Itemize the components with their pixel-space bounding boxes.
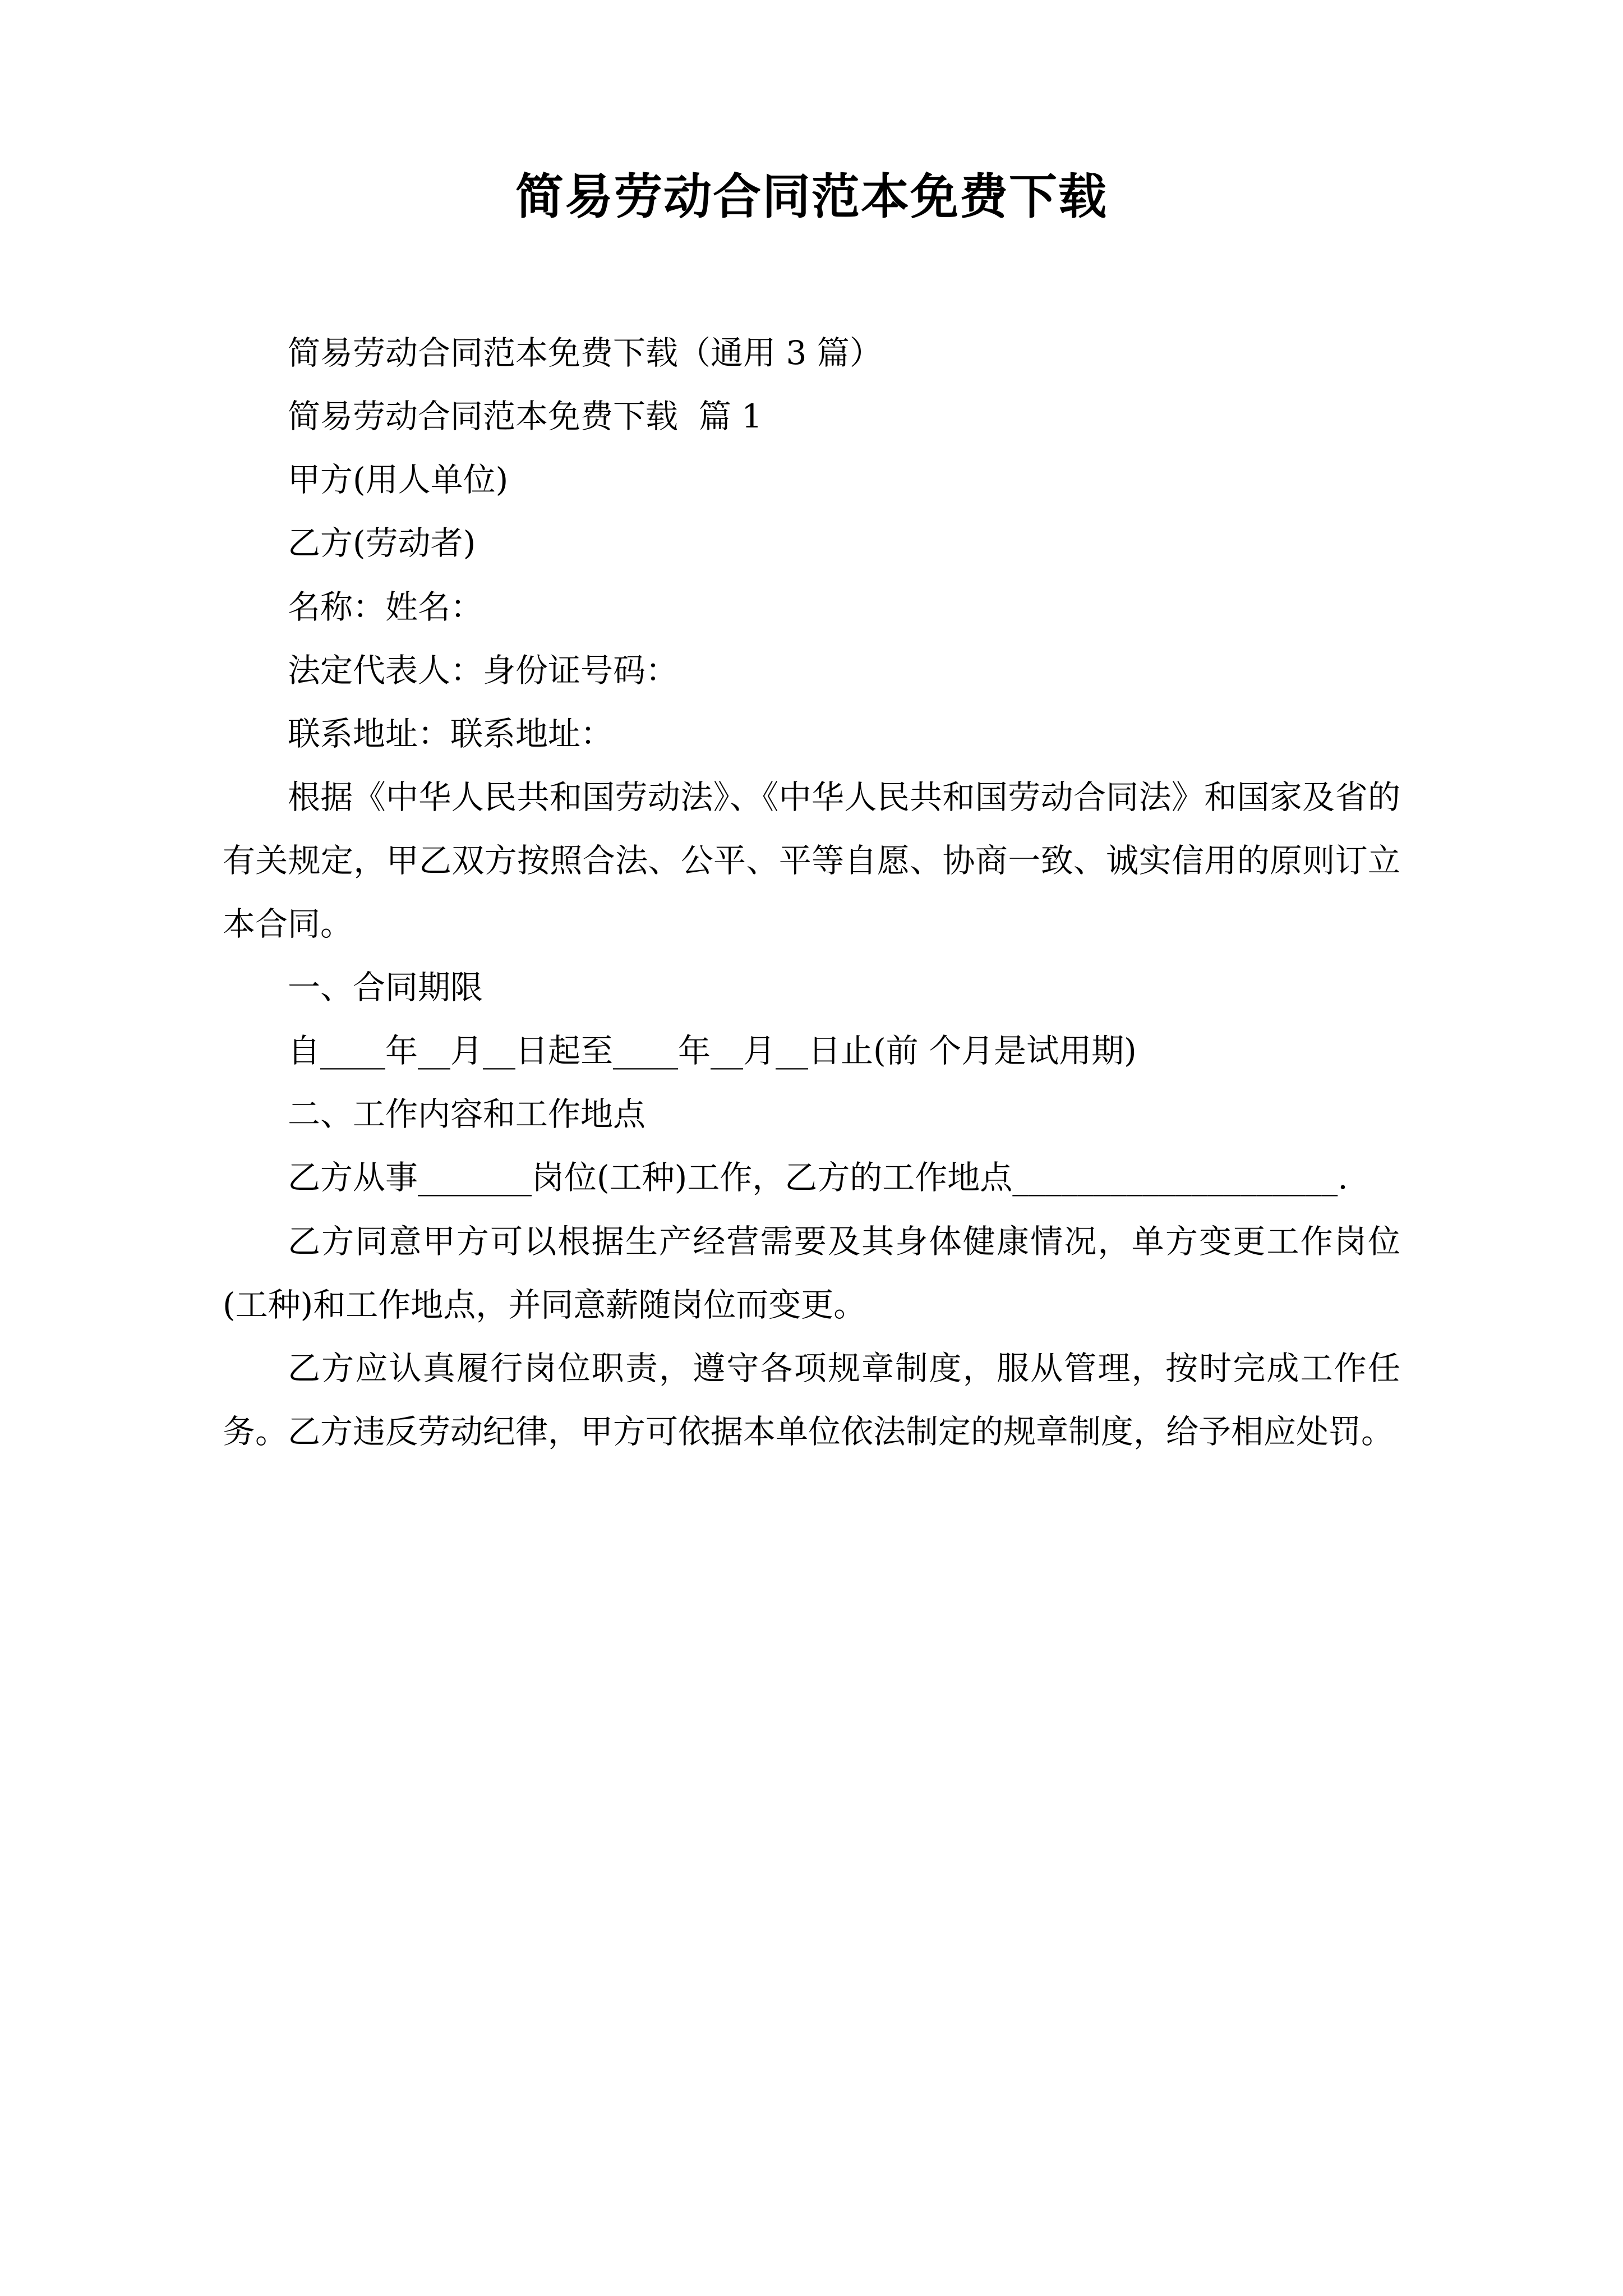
- document-line: 甲方(用人单位): [288, 461, 509, 499]
- document-line: 简易劳动合同范本免费下载（通用 3 篇）: [288, 334, 882, 372]
- document-paragraph: 一、合同期限: [288, 968, 483, 1007]
- document-line: 联系地址：联系地址：: [288, 714, 614, 753]
- document-paragraph: 乙方应认真履行岗位职责，遵守各项规章制度，服从管理，按时完成工作任务。乙方违反劳动纪律，甲方可依据本单位依法制定的规章制度，给予相应处罚。: [223, 1349, 1400, 1451]
- document-line: 法定代表人：身份证号码：: [288, 651, 679, 689]
- document-body: [223, 226, 1400, 1464]
- document-line: 名称：姓名：: [288, 587, 483, 626]
- document-line: 乙方(劳动者): [288, 524, 476, 563]
- document-paragraph: 二、工作内容和工作地点: [288, 1095, 646, 1134]
- document-paragraph: 根据《中华人民共和国劳动法》、《中华人民共和国劳动合同法》和国家及省的有关规定，甲乙双方按照合法、公平、平等自愿、协商一致、诚实信用的原则订立本合同。: [223, 777, 1400, 944]
- document-paragraph: 乙方同意甲方可以根据生产经营需要及其身体健康情况，单方变更工作岗位(工种)和工作地点，并同意薪随岗位而变更。: [223, 1222, 1400, 1324]
- page-title: 简易劳动合同范本免费下载: [515, 169, 1108, 225]
- document-paragraph: 自____年__月__日起至____年__月__日止(前 个月是试用期): [288, 1032, 1137, 1070]
- document-line: 简易劳动合同范本免费下载 篇 1: [288, 397, 763, 436]
- document-paragraph: 乙方从事_______岗位(工种)工作，乙方的工作地点____________________.: [288, 1158, 1348, 1197]
